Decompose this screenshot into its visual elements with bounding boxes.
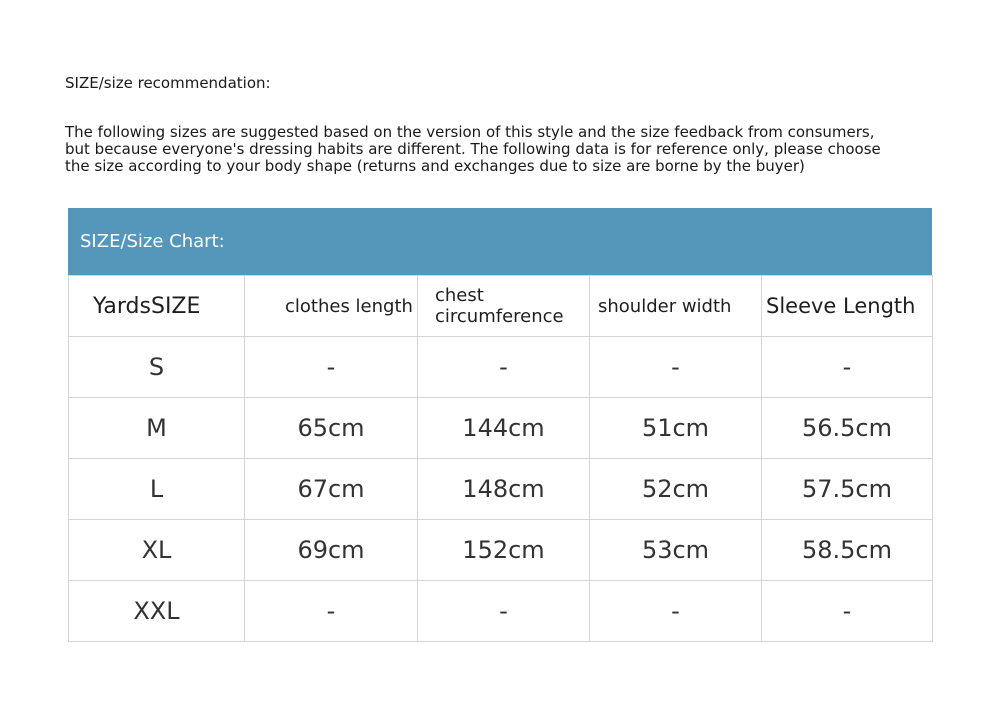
table-cell: 69cm [245, 520, 418, 581]
table-cell: 56.5cm [762, 398, 933, 459]
table-cell: 148cm [418, 459, 590, 520]
intro-line: The following sizes are suggested based on the version of this style and the size feedback from consumers, [65, 123, 875, 141]
size-cell: XXL [69, 581, 245, 642]
intro-line: the size according to your body shape (returns and exchanges due to size are borne by the buyer) [65, 157, 805, 175]
table-row [69, 337, 933, 398]
size-cell: XL [69, 520, 245, 581]
table-cell: 57.5cm [762, 459, 933, 520]
table-cell: 51cm [590, 398, 762, 459]
table-cell: - [762, 581, 933, 642]
intro-line: but because everyone's dressing habits are different. The following data is for reference only, please choose [65, 140, 881, 158]
intro-text [65, 124, 945, 175]
table-row [69, 520, 933, 581]
table-cell: - [762, 337, 933, 398]
column-header-clothes-length: clothes length [245, 276, 418, 337]
table-cell: - [418, 337, 590, 398]
table-cell: 58.5cm [762, 520, 933, 581]
size-cell: S [69, 337, 245, 398]
table-cell: - [590, 581, 762, 642]
table-header-row [69, 276, 933, 337]
size-cell: L [69, 459, 245, 520]
table-cell: - [245, 337, 418, 398]
table-cell: - [245, 581, 418, 642]
table-row [69, 581, 933, 642]
size-table [68, 275, 933, 642]
table-cell: 144cm [418, 398, 590, 459]
size-chart-title: SIZE/Size Chart: [68, 208, 932, 275]
table-cell: 52cm [590, 459, 762, 520]
table-cell: 67cm [245, 459, 418, 520]
table-cell: 65cm [245, 398, 418, 459]
table-cell: 53cm [590, 520, 762, 581]
table-row [69, 459, 933, 520]
column-header-chest: chest circumference [418, 276, 590, 337]
column-header-size: YardsSIZE [69, 276, 245, 337]
size-cell: M [69, 398, 245, 459]
table-cell: - [590, 337, 762, 398]
column-header-sleeve: Sleeve Length [762, 276, 933, 337]
size-chart [68, 208, 932, 642]
column-header-shoulder: shoulder width [590, 276, 762, 337]
table-row [69, 398, 933, 459]
table-cell: - [418, 581, 590, 642]
page-heading: SIZE/size recommendation: [65, 74, 271, 92]
table-cell: 152cm [418, 520, 590, 581]
